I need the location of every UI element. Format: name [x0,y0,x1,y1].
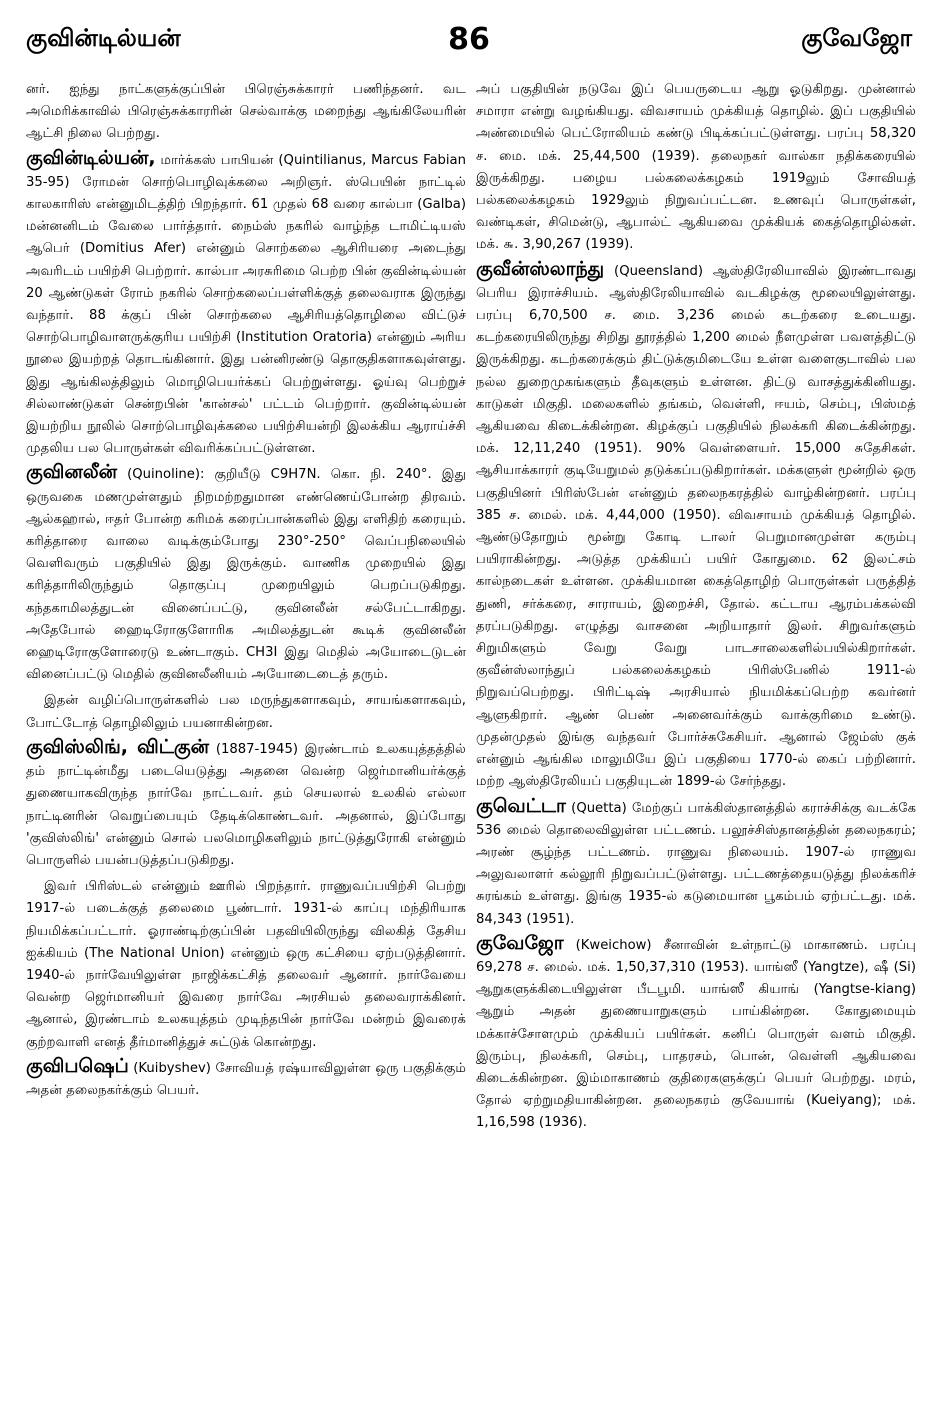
entry-paragraph: குவிஸ்லிங், விட்குன் (1887-1945) இரண்டாம் உலகயுத்தத்தில் தம் நாட்டின்மீது படையெடுத்து அதனை வென்ற ஜெர்மானியர்க்குத் துணையாகவிருந்த நார்வே நாட்டவர். தம் செயலால் உலகில் எல்லா நாட்டினரின் வெறுப்பையும் தேடிக்கொண்டவர். அதனால், இப்போது 'குவிஸ்லிங்' என்னும் சொல் பலமொழிகளிலும் நாட்டுத்துரோகி என்னும் பொருளில் பயன்படுத்தப்படுகிறது. [26,735,466,868]
running-head-right: குவேஜோ [801,24,912,52]
headword: குவெட்டா [476,794,566,817]
entry-paragraph: குவெட்டா (Quetta) மேற்குப் பாக்கிஸ்தானத்தில் கராச்சிக்கு வடக்கே 536 மைல் தொலைவிலுள்ள பட்டணம். பலூச்சிஸ்தானத்தின் தலைநகரம்; அரண் சூழ்ந்த பட்டணம். ராணுவ நிலையம். 1907-ல் ராணுவ அலுவலாளர் கல்லூரி நிறுவப்பட்டுள்ளது. பட்டணத்தையடுத்து நிலக்கரிச் சுரங்கம் உள்ளது. இங்கு 1935-ல் கடுமையான பூகம்பம் ஏற்பட்டது. மக். 84,343 (1951). [476,794,916,927]
text-columns [26,76,916,1406]
headword: குவின்டில்யன், [26,146,156,169]
right-column [476,76,916,1406]
page-number: 86 [448,22,490,57]
headword: குவிபஷெப் [26,1054,129,1077]
running-head-left: குவின்டில்யன் [26,24,181,52]
entry-paragraph: இதன் வழிப்பொருள்களில் பல மருந்துகளாகவும், சாயங்களாகவும், போட்டோத் தொழிலிலும் பயனாகின்றன. [26,693,466,731]
entry-paragraph: குவீன்ஸ்லாந்து (Queensland) ஆஸ்திரேலியாவில் இரண்டாவது பெரிய இராச்சியம். ஆஸ்திரேலியாவில் வடகிழக்கு மூலையிலுள்ளது. பரப்பு 6,70,500 ச. மை. 3,236 மைல் கடற்கரை உடையது. கடற்கரையிலிருந்து சிறிது தூரத்தில் 1,200 மைல் நீளமுள்ள பவளத்திட்டு இருக்கிறது. கடற்கரைக்கும் திட்டுக்குமிடையே உள்ள வளைகுடாவில் பல நல்ல துறைமுகங்களும் தீவுகளும் உள்ளன. திட்டு வாசத்துக்கினியது. காடுகள் மிகுதி. மலைகளில் தங்கம், வெள்ளி, ஈயம், செம்பு, பிஸ்மத் ஆகியவை கிடைக்கின்றன. கிழக்குப் பகுதியில் நிலக்கரி கிடைக்கின்றது. மக். 12,11,240 (1951). 90% வெள்ளையர். 15,000 சுதேசிகள். ஆசியாக்காரர் குடியேறுமல் தடுக்கப்படுகிறார்கள். மக்களுள் மூன்றில் ஒரு பகுதியினர் பிரிஸ்பேன் என்னும் தலைநகரத்தில் வாழ்கின்றனர். பரப்பு 385 ச. மைல். மக். 4,44,000 (1950). விவசாயம் முக்கியத் தொழில். ஆண்டுதோறும் மூன்று கோடி டாலர் பெறுமானமுள்ள கரும்பு பயிராகின்றது. அடுத்த முக்கியப் பயிர் கோதுமை. 62 இலட்சம் கால்நடைகள் உள்ளன. முக்கியமான கைத்தொழிற் பொருள்கள் பருத்தித் துணி, சர்க்கரை, சாராயம், இறைச்சி, தோல். கட்டாய ஆரம்பக்கல்வி தரப்படுகிறது. எழுத்து வாசனை அறியாதார் இலர். சிறுவர்களும் சிறுமிகளும் வேறு வேறு பாடசாலைகளில்பயில்கிறார்கள். குவீன்ஸ்லாந்துப் பல்கலைக்கழகம் பிரிஸ்பேனில் 1911-ல் நிறுவப்பெற்றது. பிரிட்டிஷ் அரசியால் நியமிக்கப்பெற்ற கவர்னர் ஆளுகிறார். ஆண் பெண் அனைவர்க்கும் வாக்குரிமை உண்டு. முதன்முதல் இங்கு வந்தவர் போர்ச்சுகேசியர். ஆனால் ஜேம்ஸ் குக் என்னும் ஆங்கில மாலுமியே இப் பகுதியை 1770-ல் கைப் பற்றினார். மற்ற ஆஸ்திரேலியப் பகுதியுடன் 1899-ல் சேர்ந்தது. [476,257,916,790]
headword: குவீன்ஸ்லாந்து [476,257,605,280]
headword: குவேஜோ [476,931,564,954]
entry-paragraph: அப் பகுதியின் நடுவே இப் பெயருடைய ஆறு ஓடுகிறது. முன்னால் சமாரா என்று வழங்கியது. விவசாயம் முக்கியத் தொழில். இப் பகுதியில் அண்மையில் பெட்ரோலியம் கண்டு பிடிக்கப்பட்டுள்ளது. பரப்பு 58,320 ச. மை. மக். 25,44,500 (1939). தலைநகர் வால்கா நதிக்கரையில் இருக்கிறது. பழைய பல்கலைக்கழகம் 1919லும் சோவியத் பல்கலைக்கழகம் 1929லும் நிறுவப்பட்டன. உணவுப் பொருள்கள், வண்டிகள், சிமென்டு, ஆபால்ட் ஆகியவை முக்கியக் கைத்தொழில்கள். மக். ௬. 3,90,267 (1939). [476,82,916,253]
entry-paragraph: குவினலீன் (Quinoline): குறியீடு C9H7N. கொ. நி. 240°. இது ஒருவகை மணமுள்ளதும் நிறமற்றதுமான எண்ணெய்போன்ற திரவம். ஆல்கஹால், ஈதர் போன்ற கரிமக் கரைப்பான்களில் இது எளிதிற் கரையும். கரித்தாரை வாலை வடிக்கும்போது 230°-250° வெப்பநிலையில் வெளிவரும் பகுதியில் இது இருக்கும். வாணிக முறையில் இது கரித்தாரிலிருந்தும் தொகுப்பு முறையிலும் பெறப்படுகிறது. கந்தகாமிலத்துடன் வினைப்பட்டு, குவினலீன் சல்பேட்டாகிறது. அதேபோல் ஹைடிரோகுளோரிக அமிலத்துடன் கூடிக் குவினலீன் ஹைடிரோகுளோரைடு உண்டாகும். CH3I இது மெதில் அயோடைடுடன் வினைப்பட்டு மெதில் குவினலீனியம் அயோடைடைத் தரும். [26,461,466,683]
entry-paragraph: குவேஜோ (Kweichow) சீனாவின் உள்நாட்டு மாகாணம். பரப்பு 69,278 ச. மைல். மக். 1,50,37,310 (1953). யாங்ஸீ (Yangtze), ஷீ (Si) ஆறுகளுக்கிடையிலுள்ள பீடபூமி. யாங்ஸீ கியாங் (Yangtse-kiang) ஆறும் அதன் துணையாறுகளும் பாய்கின்றன. கோதுமையும் மக்காச்சோளமும் முக்கியப் பயிர்கள். கனிப் பொருள் வளம் மிகுதி. இரும்பு, நிலக்கரி, செம்பு, பாதரசம், பொன், வெள்ளி ஆகியவை கிடைக்கின்றன. இம்மாகாணம் குதிரைகளுக்குப் பெயர் பெற்றது. மரம், தோல் ஏற்றுமதியாகின்றன. தலைநகரம் குவேயாங் (Kueiyang); மக். 1,16,598 (1936). [476,931,916,1131]
page-header [26,22,912,66]
left-column [26,76,466,1406]
headword: குவிஸ்லிங், விட்குன் [26,735,210,758]
entry-paragraph: னர். ஐந்து நாட்களுக்குப்பின் பிரெஞ்சுக்காரர் பணிந்தனர். வட அமெரிக்காவில் பிரெஞ்சுக்காரரின் செல்வாக்கு மறைந்து ஆங்கிலேயரின் ஆட்சி நிலை பெற்றது. [26,82,466,142]
headword: குவினலீன் [26,461,118,484]
entry-paragraph: இவர் பிரிஸ்டல் என்னும் ஊரில் பிறந்தார். ராணுவப்பயிற்சி பெற்று 1917-ல் படைக்குத் தலைமை பூண்டார். 1931-ல் காப்பு மந்திரியாக நியமிக்கப்பட்டார். ஓராண்டிற்குப்பின் பதவியிலிருந்து விலகித் தேசிய ஐக்கியம் (The National Union) என்னும் ஒரு கட்சியை ஏற்படுத்தினார். 1940-ல் நார்வேயிலுள்ள நாஜிக்கட்சித் தலைவர் ஆனார். நார்வேயை வென்ற ஜெர்மானியர் இவரை நார்வே அரசியல் தலைவராக்கினர். ஆனால், இரண்டாம் உலகயுத்தம் முடிந்தபின் நார்வே மன்றம் இவரைக் குற்றவாளி எனத் தீர்மானித்துச் சுட்டுக் கொன்றது. [26,879,466,1050]
entry-paragraph: குவிபஷெப் (Kuibyshev) சோவியத் ரஷ்யாவிலுள்ள ஒரு பகுதிக்கும் அதன் தலைநகர்க்கும் பெயர். [26,1054,466,1098]
entry-paragraph: குவின்டில்யன், மார்க்கஸ் பாபியன் (Quintilianus, Marcus Fabian 35-95) ரோமன் சொற்பொழிவுக்கலை அறிஞர். ஸ்பெயின் நாட்டில் காலகாரிஸ் என்னுமிடத்திற் பிறந்தார். 61 முதல் 68 வரை கால்பா (Galba) மன்னனிடம் வேலை பார்த்தார். நைம்ஸ் நகரில் வாழ்ந்த டாமிட்டியஸ் ஆபெர் (Domitius Afer) என்னும் சொற்கலை ஆசிரியரை அடைந்து அவரிடம் பயிற்சி பெற்றார். கால்பா அரசுரிமை பெற்ற பின் குவின்டில்யன் 20 ஆண்டுகள் ரோம் நகரில் சொற்கலைப்பள்ளிக்குத் தலைவராக இருந்து வந்தார். 88 க்குப் பின் சொற்கலை ஆசிரியத்தொழிலை விட்டுச் சொற்பொழிவாளருக்குரிய பயிற்சி (Institution Oratoria) என்னும் அரிய நூலை இயற்றத் தொடங்கினார். இது பன்னிரண்டு தொகுதிகளாகவுள்ளது. இது ஆங்கிலத்திலும் மொழிபெயர்க்கப் பெற்றுள்ளது. ஓய்வு பெற்றுச் சில்லாண்டுகள் சென்றபின் 'கான்சல்' பட்டம் பெற்றார். குவின்டில்யன் இயற்றிய நூலில் சொற்பொழிவுக்கலை பயிற்சியன்றி இலக்கிய ஆராய்ச்சி முதலிய பல பொருள்கள் விவரிக்கப்பட்டுள்ளன. [26,146,466,457]
